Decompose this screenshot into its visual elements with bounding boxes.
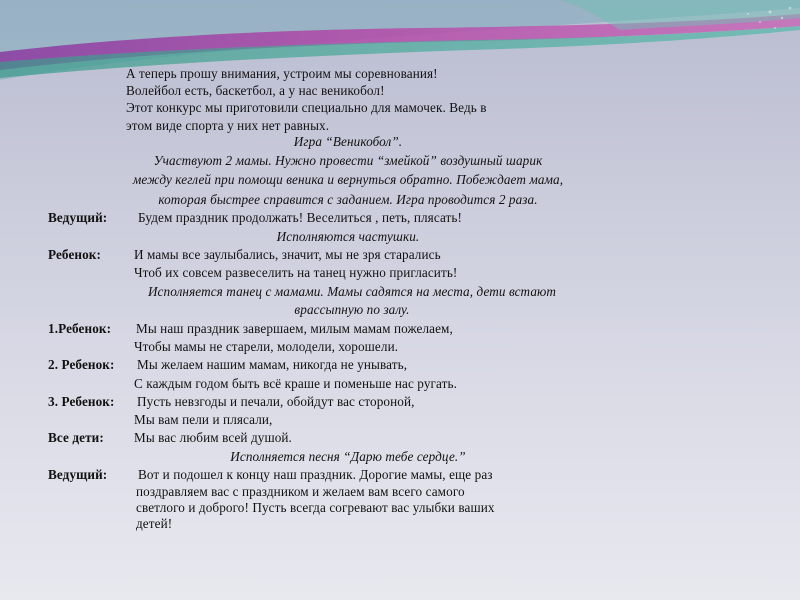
speech-line: Мы вас любим всей душой. <box>134 430 292 445</box>
speech-line: поздравляем вас с праздником и желаем вам всего самого <box>136 484 465 499</box>
speaker-label: 1.Ребенок: <box>48 321 112 336</box>
speech-line: Чтоб их совсем развеселить на танец нужно пригласить! <box>134 265 458 280</box>
speech-line: светлого и доброго! Пусть всегда согревают вас улыбки ваших <box>136 500 495 515</box>
game-description-line: между кеглей при помощи веника и вернуться обратно. Побеждает мама, <box>132 172 564 187</box>
speaker-label: Ребенок: <box>48 247 101 262</box>
speech-line: Будем праздник продолжать! Веселиться , петь, плясать! <box>138 210 463 225</box>
speaker-label: Все дети: <box>48 430 104 445</box>
speech-line: Мы вам пели и плясали, <box>134 412 273 427</box>
intro-line: А теперь прошу внимания, устроим мы соревнования! <box>126 66 438 81</box>
speaker-label: Ведущий: <box>48 467 108 482</box>
intro-line: Волейбол есть, баскетбол, а у нас веникобол! <box>126 83 385 98</box>
speech-line: Мы наш праздник завершаем, милым мамам пожелаем, <box>136 321 453 336</box>
speech-line: Пусть невзгоды и печали, обойдут вас стороной, <box>137 394 415 409</box>
game-title: Игра “Веникобол”. <box>293 134 403 149</box>
speech-line: детей! <box>136 516 173 531</box>
speech-line: Чтобы мамы не старели, молодели, хорошели. <box>134 339 399 354</box>
speech-line: Вот и подошел к концу наш праздник. Дорогие мамы, еще раз <box>138 467 493 482</box>
stage-direction: Исполняются частушки. <box>276 229 420 244</box>
stage-direction: Исполняется танец с мамами. Мамы садятся на места, дети встают <box>147 284 557 299</box>
speaker-label: 3. Ребенок: <box>48 394 115 409</box>
intro-line: этом виде спорта у них нет равных. <box>126 118 330 133</box>
intro-line: Этот конкурс мы приготовили специально для мамочек. Ведь в <box>126 100 487 115</box>
stage-direction: Исполняется песня “Дарю тебе сердце.” <box>230 449 466 464</box>
stage-direction: врассыпную по залу. <box>294 302 410 317</box>
speech-line: С каждым годом быть всё краше и поменьше нас ругать. <box>134 376 458 391</box>
speech-line: Мы желаем нашим мамам, никогда не унывать, <box>137 357 408 372</box>
speaker-label: Ведущий: <box>48 210 108 225</box>
speaker-label: 2. Ребенок: <box>48 357 115 372</box>
game-description-line: которая быстрее справится с заданием. Игра проводится 2 раза. <box>158 192 538 207</box>
game-description-line: Участвуют 2 мамы. Нужно провести “змейкой” воздушный шарик <box>153 153 543 168</box>
speech-line: И мамы все заулыбались, значит, мы не зря старались <box>134 247 441 262</box>
